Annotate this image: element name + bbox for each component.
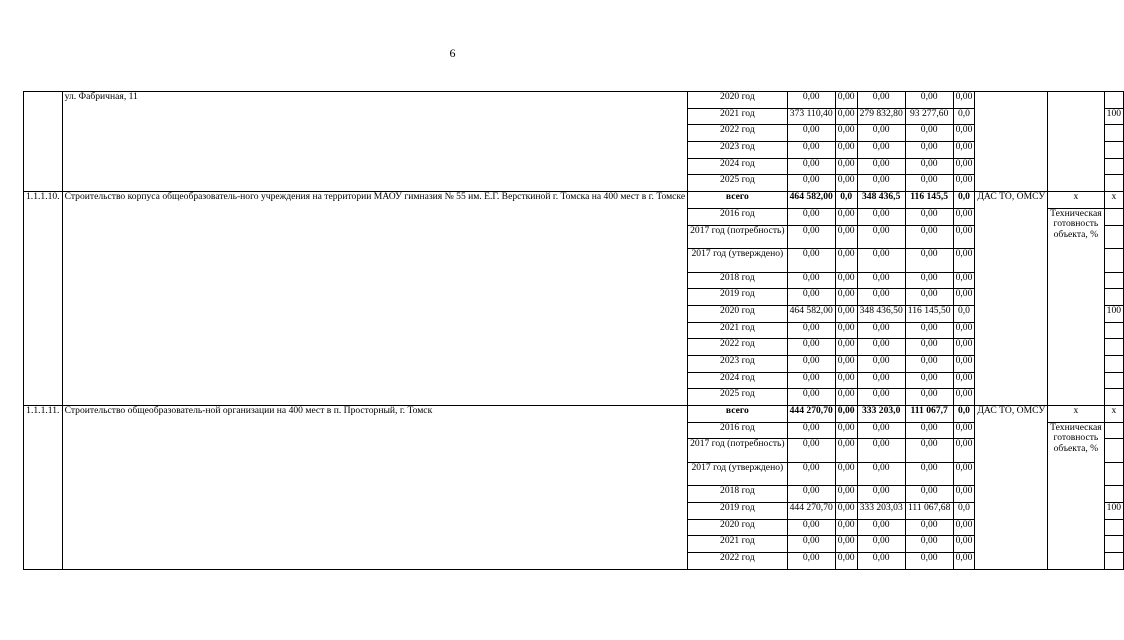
value-cell: 0,00 (787, 175, 835, 192)
year-cell: 2018 год (688, 272, 788, 289)
value-cell: 0,00 (857, 158, 905, 175)
item-number-cell: 1.1.1.11. (24, 406, 63, 570)
value-cell: 0,00 (953, 289, 975, 306)
value-cell: 0,00 (857, 355, 905, 372)
program-table (23, 91, 1124, 570)
value-cell: 0,0 (953, 192, 975, 209)
value-cell: 0,00 (857, 372, 905, 389)
table-row (24, 92, 1124, 109)
year-cell: 2019 год (688, 289, 788, 306)
year-cell: 2024 год (688, 158, 788, 175)
value-cell: 0,00 (835, 355, 857, 372)
value-cell: 0,00 (835, 553, 857, 570)
value-cell: 0,00 (953, 372, 975, 389)
value-cell: 0,00 (835, 439, 857, 463)
value-cell: 0,00 (857, 125, 905, 142)
year-cell: 2022 год (688, 553, 788, 570)
target-value-cell (1104, 322, 1123, 339)
value-cell: 0,00 (857, 389, 905, 406)
target-value-cell (1104, 158, 1123, 175)
value-cell: 0,00 (905, 175, 953, 192)
value-cell: 0,00 (953, 462, 975, 486)
target-value-cell (1104, 142, 1123, 159)
indicator-cell: Техническая готовность объекта, % (1048, 208, 1104, 405)
value-cell: 0,00 (905, 142, 953, 159)
value-cell: 111 067,68 (905, 503, 953, 520)
year-cell: 2019 год (688, 503, 788, 520)
value-cell: 0,00 (835, 503, 857, 520)
value-cell: 0,00 (905, 372, 953, 389)
value-cell: 0,00 (787, 536, 835, 553)
value-cell: 0,00 (835, 158, 857, 175)
value-cell: 0,0 (953, 503, 975, 520)
target-value-cell (1104, 372, 1123, 389)
value-cell: 0,00 (787, 289, 835, 306)
indicator-total-cell: х (1048, 192, 1104, 209)
value-cell: 0,00 (787, 249, 835, 273)
value-cell: 0,00 (835, 125, 857, 142)
value-cell: 0,00 (835, 462, 857, 486)
target-value-cell (1104, 553, 1123, 570)
year-cell: 2017 год (утверждено) (688, 462, 788, 486)
value-cell: 0,00 (905, 422, 953, 439)
value-cell: 0,00 (953, 208, 975, 225)
value-cell: 0,00 (953, 175, 975, 192)
value-cell: 0,00 (787, 355, 835, 372)
value-cell: 0,00 (953, 272, 975, 289)
year-cell: 2023 год (688, 355, 788, 372)
value-cell: 0,00 (787, 322, 835, 339)
value-cell: 0,00 (905, 339, 953, 356)
value-cell: 0,00 (835, 406, 857, 423)
value-cell: 0,00 (787, 462, 835, 486)
year-cell: 2022 год (688, 339, 788, 356)
target-value-cell: х (1104, 192, 1123, 209)
year-cell: 2024 год (688, 372, 788, 389)
value-cell: 0,00 (905, 462, 953, 486)
value-cell: 0,00 (953, 553, 975, 570)
target-value-cell (1104, 486, 1123, 503)
value-cell: 0,00 (835, 272, 857, 289)
value-cell: 0,00 (857, 536, 905, 553)
value-cell: 0,00 (905, 289, 953, 306)
value-cell: 333 203,03 (857, 503, 905, 520)
year-cell: 2025 год (688, 389, 788, 406)
year-cell: 2020 год (688, 305, 788, 322)
year-cell: 2017 год (утверждено) (688, 249, 788, 273)
value-cell: 0,00 (787, 158, 835, 175)
target-value-cell (1104, 519, 1123, 536)
value-cell: 0,00 (905, 92, 953, 109)
year-cell: 2017 год (потребность) (688, 439, 788, 463)
value-cell: 464 582,00 (787, 192, 835, 209)
value-cell: 0,00 (953, 225, 975, 249)
value-cell: 0,00 (905, 125, 953, 142)
value-cell: 0,00 (857, 462, 905, 486)
year-cell: 2016 год (688, 422, 788, 439)
program-table-body (24, 92, 1124, 570)
value-cell: 373 110,40 (787, 108, 835, 125)
item-name-cell: Строительство корпуса общеобразователь-ного учреждения на территории МАОУ гимназия № 55 им. Е.Г. Версткиной г. Томска на 400 мест в г. Томске (62, 192, 688, 406)
year-cell: 2020 год (688, 519, 788, 536)
value-cell: 0,00 (905, 158, 953, 175)
value-cell: 0,00 (835, 389, 857, 406)
target-value-cell (1104, 389, 1123, 406)
value-cell: 0,00 (905, 389, 953, 406)
total-label-cell: всего (688, 406, 788, 423)
total-row (24, 406, 1124, 423)
value-cell: 0,00 (953, 536, 975, 553)
indicator-cell: Техническая готовность объекта, % (1048, 422, 1104, 569)
value-cell: 0,00 (857, 225, 905, 249)
item-number-cell (24, 92, 63, 192)
value-cell: 348 436,5 (857, 192, 905, 209)
value-cell: 0,00 (787, 125, 835, 142)
target-value-cell (1104, 289, 1123, 306)
value-cell: 0,00 (835, 108, 857, 125)
value-cell: 0,00 (857, 272, 905, 289)
value-cell: 0,0 (953, 406, 975, 423)
target-value-cell (1104, 249, 1123, 273)
value-cell: 0,00 (905, 439, 953, 463)
executor-cell (975, 92, 1048, 192)
target-value-cell: х (1104, 406, 1123, 423)
target-value-cell (1104, 272, 1123, 289)
value-cell: 0,00 (857, 208, 905, 225)
target-value-cell: 100 (1104, 108, 1123, 125)
value-cell: 0,00 (857, 439, 905, 463)
value-cell: 0,0 (835, 192, 857, 209)
target-value-cell (1104, 339, 1123, 356)
value-cell: 0,00 (835, 249, 857, 273)
target-value-cell (1104, 422, 1123, 439)
target-value-cell: 100 (1104, 503, 1123, 520)
value-cell: 0,00 (905, 225, 953, 249)
value-cell: 0,00 (857, 175, 905, 192)
value-cell: 0,00 (905, 553, 953, 570)
value-cell: 0,00 (835, 92, 857, 109)
value-cell: 0,00 (787, 553, 835, 570)
value-cell: 0,0 (953, 108, 975, 125)
indicator-cell (1048, 92, 1104, 192)
target-value-cell (1104, 175, 1123, 192)
item-number-cell: 1.1.1.10. (24, 192, 63, 406)
target-value-cell (1104, 208, 1123, 225)
value-cell: 0,00 (787, 439, 835, 463)
value-cell: 0,00 (787, 486, 835, 503)
value-cell: 0,00 (835, 322, 857, 339)
value-cell: 0,00 (835, 536, 857, 553)
year-cell: 2021 год (688, 108, 788, 125)
value-cell: 0,00 (857, 422, 905, 439)
target-value-cell (1104, 439, 1123, 463)
target-value-cell (1104, 225, 1123, 249)
value-cell: 0,00 (835, 175, 857, 192)
value-cell: 0,00 (905, 249, 953, 273)
value-cell: 0,00 (835, 486, 857, 503)
value-cell: 444 270,70 (787, 503, 835, 520)
value-cell: 0,00 (905, 519, 953, 536)
value-cell: 0,00 (953, 142, 975, 159)
year-cell: 2017 год (потребность) (688, 225, 788, 249)
year-cell: 2022 год (688, 125, 788, 142)
value-cell: 0,00 (953, 158, 975, 175)
value-cell: 0,00 (857, 486, 905, 503)
value-cell: 0,0 (953, 305, 975, 322)
value-cell: 0,00 (905, 355, 953, 372)
value-cell: 0,00 (905, 208, 953, 225)
target-value-cell (1104, 462, 1123, 486)
value-cell: 116 145,5 (905, 192, 953, 209)
value-cell: 0,00 (835, 142, 857, 159)
year-cell: 2018 год (688, 486, 788, 503)
value-cell: 0,00 (787, 208, 835, 225)
value-cell: 0,00 (953, 389, 975, 406)
target-value-cell (1104, 92, 1123, 109)
value-cell: 116 145,50 (905, 305, 953, 322)
total-label-cell: всего (688, 192, 788, 209)
value-cell: 0,00 (857, 92, 905, 109)
year-cell: 2021 год (688, 322, 788, 339)
value-cell: 0,00 (953, 439, 975, 463)
value-cell: 0,00 (835, 422, 857, 439)
value-cell: 464 582,00 (787, 305, 835, 322)
value-cell: 0,00 (905, 486, 953, 503)
value-cell: 0,00 (857, 249, 905, 273)
year-cell: 2020 год (688, 92, 788, 109)
value-cell: 0,00 (787, 372, 835, 389)
year-cell: 2023 год (688, 142, 788, 159)
value-cell: 0,00 (835, 519, 857, 536)
executor-cell: ДАС ТО, ОМСУ (975, 406, 1048, 570)
value-cell: 0,00 (905, 322, 953, 339)
value-cell: 0,00 (835, 372, 857, 389)
value-cell: 0,00 (953, 519, 975, 536)
value-cell: 0,00 (953, 422, 975, 439)
value-cell: 0,00 (953, 355, 975, 372)
year-cell: 2016 год (688, 208, 788, 225)
value-cell: 0,00 (787, 519, 835, 536)
item-name-cell: ул. Фабричная, 11 (62, 92, 688, 192)
value-cell: 0,00 (787, 225, 835, 249)
value-cell: 0,00 (787, 389, 835, 406)
value-cell: 0,00 (787, 422, 835, 439)
value-cell: 0,00 (953, 249, 975, 273)
value-cell: 279 832,80 (857, 108, 905, 125)
value-cell: 333 203,0 (857, 406, 905, 423)
target-value-cell (1104, 125, 1123, 142)
total-row (24, 192, 1124, 209)
executor-cell: ДАС ТО, ОМСУ (975, 192, 1048, 406)
value-cell: 348 436,50 (857, 305, 905, 322)
target-value-cell (1104, 536, 1123, 553)
value-cell: 0,00 (835, 289, 857, 306)
target-value-cell: 100 (1104, 305, 1123, 322)
value-cell: 0,00 (787, 339, 835, 356)
value-cell: 0,00 (835, 305, 857, 322)
value-cell: 0,00 (857, 322, 905, 339)
value-cell: 0,00 (857, 553, 905, 570)
value-cell: 0,00 (857, 142, 905, 159)
year-cell: 2025 год (688, 175, 788, 192)
value-cell: 0,00 (857, 289, 905, 306)
value-cell: 0,00 (787, 272, 835, 289)
value-cell: 0,00 (857, 519, 905, 536)
indicator-total-cell: х (1048, 406, 1104, 423)
value-cell: 0,00 (905, 536, 953, 553)
page-number: 6 (449, 46, 456, 60)
value-cell: 0,00 (953, 486, 975, 503)
item-name-cell: Строительство общеобразователь-ной организации на 400 мест в п. Просторный, г. Томск (62, 406, 688, 570)
value-cell: 0,00 (835, 225, 857, 249)
value-cell: 0,00 (787, 92, 835, 109)
value-cell: 0,00 (953, 125, 975, 142)
value-cell: 0,00 (953, 322, 975, 339)
value-cell: 444 270,70 (787, 406, 835, 423)
value-cell: 0,00 (787, 142, 835, 159)
value-cell: 0,00 (835, 339, 857, 356)
value-cell: 93 277,60 (905, 108, 953, 125)
value-cell: 0,00 (953, 92, 975, 109)
value-cell: 111 067,7 (905, 406, 953, 423)
target-value-cell (1104, 355, 1123, 372)
value-cell: 0,00 (905, 272, 953, 289)
value-cell: 0,00 (835, 208, 857, 225)
value-cell: 0,00 (953, 339, 975, 356)
value-cell: 0,00 (857, 339, 905, 356)
year-cell: 2021 год (688, 536, 788, 553)
